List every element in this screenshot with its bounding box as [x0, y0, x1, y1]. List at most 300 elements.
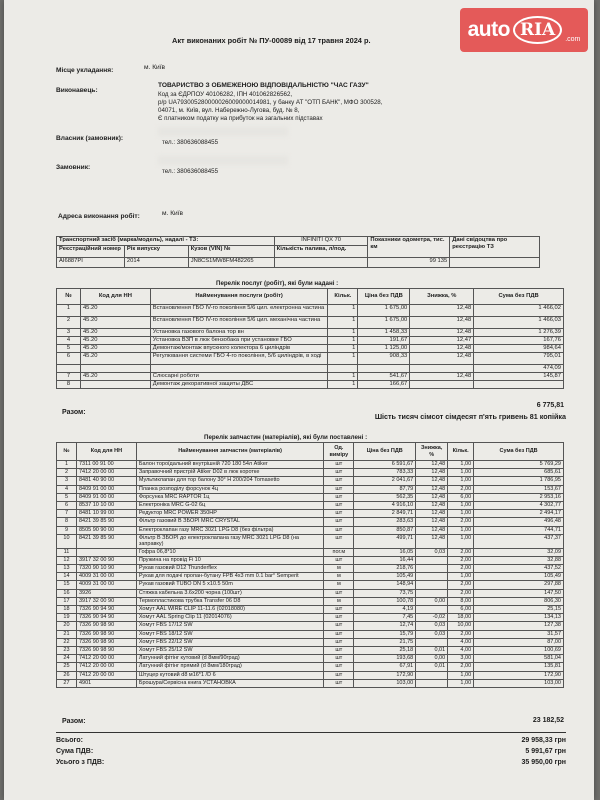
table-cell-disc: 0,03 — [416, 622, 448, 630]
table-cell-price: 1 125,00 — [358, 345, 410, 353]
table-cell-disc: 12,48 — [416, 493, 448, 501]
table-row — [57, 365, 564, 373]
table-cell-n: 5 — [57, 493, 77, 501]
table-cell-disc — [416, 573, 448, 581]
table-cell-price: 2 849,71 — [354, 510, 416, 518]
table-cell-price: 908,33 — [358, 353, 410, 365]
table-cell-n: 8 — [57, 518, 77, 526]
work-address-label: Адреса виконання робіт: — [58, 213, 140, 220]
registration-header: Дані свідоцтва про реєстрацію ТЗ — [450, 237, 540, 258]
table-cell-sum: 1 276,39 — [474, 329, 564, 337]
table-cell-price: 73,75 — [354, 589, 416, 597]
table-cell-qty: 2,00 — [448, 485, 474, 493]
table-cell-qty: 1,00 — [448, 526, 474, 534]
table-cell-sum: 2 953,16 — [474, 493, 564, 501]
table-cell-code: 4009 31 00 00 — [76, 581, 136, 589]
table-cell-sum: 437,37 — [474, 534, 564, 548]
table-cell-name: Заправочний пристрій Atiker D02 в люк коротке — [136, 469, 324, 477]
table-cell-code — [76, 548, 136, 556]
table-cell-sum: 1 786,95 — [474, 477, 564, 485]
executor-name: ТОВАРИСТВО З ОБМЕЖЕНОЮ ВІДПОВІДАЛЬНІСТЮ "ЧАС ГАЗУ" — [158, 82, 369, 89]
table-cell-qty: 1 — [328, 373, 358, 381]
table-cell-code: 7326 90 98 90 — [76, 646, 136, 654]
services-col-discount: Знижка, % — [410, 289, 474, 305]
table-cell-qty: 2,00 — [448, 589, 474, 597]
table-cell-code: 7326 90 98 90 — [76, 622, 136, 630]
summary-vat-label: Сума ПДВ: — [56, 748, 94, 755]
services-table — [56, 288, 564, 389]
table-cell-qty: 18,00 — [448, 614, 474, 622]
table-cell-name: Рукав для подачі пропан-бутану FPB 4x3 mm 0.1 bar° Semperit — [136, 573, 324, 581]
table-cell-code: 4901 — [76, 679, 136, 687]
table-cell-unit: шт — [324, 622, 354, 630]
table-cell-qty: 1,00 — [448, 534, 474, 548]
table-cell-disc: 0,00 — [416, 597, 448, 605]
table-cell-code: 45.20 — [80, 353, 150, 365]
table-row — [57, 556, 564, 564]
table-cell-n: 10 — [57, 534, 77, 548]
table-cell-disc: 12,47 — [410, 337, 474, 345]
table-cell-n: 21 — [57, 630, 77, 638]
table-cell-code: 7326 90 94 90 — [76, 614, 136, 622]
plate-header: Реєстраційний номер — [57, 246, 125, 258]
table-cell-unit: шт — [324, 518, 354, 526]
table-cell-name: Установка ВЗП в люк бензобака при установке ГБО — [150, 337, 328, 345]
summary-total-value: 29 958,33 грн — [521, 737, 566, 744]
table-cell-sum: 32,88 — [474, 556, 564, 564]
table-cell-n: 26 — [57, 671, 77, 679]
table-row — [57, 630, 564, 638]
table-cell-sum — [474, 381, 564, 389]
autoria-watermark-logo — [460, 8, 588, 52]
table-cell-unit: шт — [324, 493, 354, 501]
table-cell-name: Форсунка MRC RAPTOR 1ц — [136, 493, 324, 501]
table-cell-code: 7311 00 91 00 — [76, 461, 136, 469]
table-cell-disc: 12,48 — [410, 305, 474, 317]
summary-vat-value: 5 991,67 грн — [525, 748, 566, 755]
table-row — [57, 679, 564, 687]
table-cell-disc — [416, 556, 448, 564]
fuel-header: Кількість палива, л/под. — [274, 246, 368, 258]
table-cell-price: 67,91 — [354, 663, 416, 671]
table-cell-disc: 0,01 — [416, 646, 448, 654]
parts-col-qty: Кільк. — [448, 443, 474, 461]
parts-total-value: 23 182,52 — [532, 717, 564, 724]
table-cell-n: 27 — [57, 679, 77, 687]
odometer-value: 99 135 — [368, 258, 450, 268]
table-row — [57, 614, 564, 622]
table-cell-name: Установка газового балона тор вн — [150, 329, 328, 337]
vehicle-table — [56, 236, 540, 268]
table-cell-sum: 25,15 — [474, 606, 564, 614]
table-row — [57, 353, 564, 365]
table-cell-price: 218,76 — [354, 565, 416, 573]
table-cell-qty: 1,00 — [448, 461, 474, 469]
table-row — [57, 581, 564, 589]
table-cell-disc: 12,48 — [410, 373, 474, 381]
services-caption: Перелік послуг (робіт), які були надані : — [216, 280, 339, 287]
table-cell-unit: шт — [324, 510, 354, 518]
table-cell-n: 19 — [57, 614, 77, 622]
table-row — [57, 461, 564, 469]
table-cell-sum: 32,09 — [474, 548, 564, 556]
table-cell-qty: 1 — [328, 381, 358, 389]
table-cell-n: 4 — [57, 337, 81, 345]
table-cell-code: 3917 32 00 90 — [76, 556, 136, 564]
table-cell-unit: шт — [324, 630, 354, 638]
table-cell-name: Регулювання системи ГБО 4-го покоління, 5/6 циліндрів, в ході — [150, 353, 328, 365]
table-cell-unit: м — [324, 573, 354, 581]
table-row — [57, 534, 564, 548]
table-cell-name: Мультиклапан для тор балону 30° Н 200/204 Tomasetto — [136, 477, 324, 485]
table-cell-code: 8421 39 85 90 — [76, 534, 136, 548]
work-address-value: м. Київ — [162, 210, 184, 217]
table-cell-qty: 2,00 — [448, 630, 474, 638]
table-cell-qty: 1 — [328, 329, 358, 337]
table-cell-unit: шт — [324, 485, 354, 493]
table-cell-n: 6 — [57, 501, 77, 509]
table-cell-price: 193,68 — [354, 655, 416, 663]
table-cell-name: Хомут FBS 25/12 SW — [136, 646, 324, 654]
table-cell-price: 103,00 — [354, 679, 416, 687]
vehicle-model: INFINITI QX 70 — [274, 237, 368, 246]
table-cell-code: 3917 32 00 90 — [76, 597, 136, 605]
table-cell-unit: шт — [324, 469, 354, 477]
table-cell-unit: шт — [324, 461, 354, 469]
table-cell-disc: 12,48 — [416, 518, 448, 526]
table-cell-qty — [328, 365, 358, 373]
services-total-words: Шість тисяч сімсот сімдесят п'ять гривень 81 копійка — [374, 412, 566, 421]
table-cell-disc: 12,48 — [416, 461, 448, 469]
table-cell-qty: 1,00 — [448, 469, 474, 477]
summary-row-vat — [56, 748, 566, 759]
table-cell-price: 166,67 — [358, 381, 410, 389]
table-row — [57, 671, 564, 679]
table-cell-price: 16,44 — [354, 556, 416, 564]
table-cell-name: Гофра 06,8*10 — [136, 548, 324, 556]
table-cell-name: Термопластикова трубка Transfer 06 D8 — [136, 597, 324, 605]
table-cell-unit: шт — [324, 679, 354, 687]
summary-divider — [56, 732, 566, 733]
table-cell-price: 1 458,33 — [358, 329, 410, 337]
table-row — [57, 606, 564, 614]
table-row — [57, 493, 564, 501]
registration-value — [450, 258, 540, 268]
table-cell-price: 1 675,00 — [358, 305, 410, 317]
owner-phone: тел.: 380636088455 — [162, 139, 219, 146]
table-cell-disc: 12,48 — [416, 501, 448, 509]
table-cell-name: Хомут FBS 17/12 SW — [136, 622, 324, 630]
table-cell-code: 45.20 — [80, 337, 150, 345]
summary-total-with-vat-label: Усього з ПДВ: — [56, 759, 105, 766]
table-cell-code: 7326 90 98 90 — [76, 630, 136, 638]
table-cell-n: 22 — [57, 638, 77, 646]
table-cell-n: 4 — [57, 485, 77, 493]
table-cell-unit: шт — [324, 638, 354, 646]
table-cell-sum: 581,04 — [474, 655, 564, 663]
table-cell-disc: 12,48 — [410, 353, 474, 365]
table-cell-n: 25 — [57, 663, 77, 671]
summary-row-total-with-vat — [56, 759, 566, 770]
table-cell-n: 7 — [57, 510, 77, 518]
table-cell-unit: шт — [324, 501, 354, 509]
table-cell-disc: 12,48 — [410, 317, 474, 329]
table-cell-qty: 2,00 — [448, 663, 474, 671]
table-cell-qty: 2,00 — [448, 581, 474, 589]
table-cell-name: Латунний фітінг прямий (d 8мм/180град) — [136, 663, 324, 671]
table-cell-disc: 12,48 — [410, 329, 474, 337]
table-cell-price: 25,18 — [354, 646, 416, 654]
table-cell-unit: шт — [324, 614, 354, 622]
table-cell-name: Фільтр В ЗБОРІ до електроклапана газу MRC 3021 LPG D8 (на заправку) — [136, 534, 324, 548]
table-cell-name: Латунний фітінг кутовий (d 8мм/90град) — [136, 655, 324, 663]
table-row — [57, 565, 564, 573]
table-cell-unit: пог.м — [324, 548, 354, 556]
table-row — [57, 373, 564, 381]
table-cell-price: 100,78 — [354, 597, 416, 605]
parts-body — [57, 461, 564, 688]
table-cell-code: 7326 90 94 90 — [76, 606, 136, 614]
table-cell-n — [57, 365, 81, 373]
document-page — [4, 0, 594, 800]
document-title: Акт виконаних робіт № ПУ-00089 від 17 травня 2024 р. — [172, 36, 371, 45]
table-cell-n: 17 — [57, 597, 77, 605]
table-row — [57, 518, 564, 526]
table-cell-n: 24 — [57, 655, 77, 663]
table-row — [57, 469, 564, 477]
services-col-qty: Кільк. — [328, 289, 358, 305]
table-cell-disc — [410, 365, 474, 373]
table-cell-n: 3 — [57, 477, 77, 485]
executor-detail-line: Є платником податку на прибуток на загальних підставах — [158, 115, 323, 123]
parts-col-discount: Знижка, % — [416, 443, 448, 461]
table-cell-sum: 87,00 — [474, 638, 564, 646]
customer-label: Замовник: — [56, 164, 91, 171]
table-cell-disc: 12,48 — [416, 534, 448, 548]
table-cell-sum: 4 302,77 — [474, 501, 564, 509]
table-cell-sum: 1 466,03 — [474, 317, 564, 329]
table-row — [57, 485, 564, 493]
table-cell-unit: м — [324, 565, 354, 573]
table-cell-name: Штуцер кутовий d8 м16*1 /D 6 — [136, 671, 324, 679]
table-cell-qty: 4,00 — [448, 638, 474, 646]
table-cell-price: 783,33 — [354, 469, 416, 477]
parts-total-label: Разом: — [62, 718, 86, 725]
table-cell-n: 20 — [57, 622, 77, 630]
table-cell-code: 8505 90 90 00 — [76, 526, 136, 534]
table-cell-code: 7320 90 10 90 — [76, 565, 136, 573]
table-cell-price: 283,63 — [354, 518, 416, 526]
vin-value: JN8CS1MW8FM482265 — [188, 258, 274, 268]
table-row — [57, 477, 564, 485]
table-row — [57, 329, 564, 337]
table-cell-sum: 496,48 — [474, 518, 564, 526]
summary-total-label: Всього: — [56, 737, 83, 744]
table-cell-unit: шт — [324, 589, 354, 597]
vehicle-header: Транспортний засіб (марка/модель), надалі - ТЗ: — [57, 237, 275, 246]
table-cell-sum: 145,87 — [474, 373, 564, 381]
table-row — [57, 589, 564, 597]
table-cell-disc: 12,48 — [416, 485, 448, 493]
table-row — [57, 597, 564, 605]
watermark-ria-text: RIA — [513, 16, 562, 44]
table-cell-n: 2 — [57, 469, 77, 477]
place-label: Місце укладання: — [56, 67, 114, 74]
table-cell-sum: 1 466,02 — [474, 305, 564, 317]
table-cell-price: 12,74 — [354, 622, 416, 630]
table-cell-disc: 12,48 — [416, 477, 448, 485]
table-cell-qty: 10,00 — [448, 622, 474, 630]
services-col-number: № — [57, 289, 81, 305]
table-cell-n: 6 — [57, 353, 81, 365]
table-cell-sum: 474,09 — [474, 365, 564, 373]
table-cell-price: 4 916,10 — [354, 501, 416, 509]
table-cell-disc — [416, 589, 448, 597]
table-row — [57, 622, 564, 630]
table-cell-n: 12 — [57, 556, 77, 564]
place-value: м. Київ — [144, 64, 166, 71]
executor-detail-line: 04071, м. Київ, вул. Набережно-Лугова, буд. № 8, — [158, 107, 300, 115]
table-cell-n: 14 — [57, 573, 77, 581]
table-cell-qty: 1 — [328, 345, 358, 353]
table-cell-n: 5 — [57, 345, 81, 353]
table-cell-sum: 105,49 — [474, 573, 564, 581]
table-cell-qty: 1 — [328, 305, 358, 317]
table-cell-name: Демонтаж/монтаж впускного колектора 6 циліндрів — [150, 345, 328, 353]
table-cell-n: 9 — [57, 526, 77, 534]
year-value: 2014 — [124, 258, 188, 268]
services-total-label: Разом: — [62, 409, 86, 416]
table-cell-price: 148,94 — [354, 581, 416, 589]
table-cell-unit: шт — [324, 646, 354, 654]
table-cell-sum: 135,81 — [474, 663, 564, 671]
table-row — [57, 317, 564, 329]
table-cell-name: Рукав газовий TUBO DN 5 x10.5 50m — [136, 581, 324, 589]
summary-block — [56, 737, 566, 770]
table-cell-name: Електроклапан газу MRC 3021 LPG D8 (без фільтра) — [136, 526, 324, 534]
table-cell-disc: -0,02 — [416, 614, 448, 622]
table-cell-code: 7412 20 00 00 — [76, 469, 136, 477]
table-cell-sum: 5 769,29 — [474, 461, 564, 469]
table-row — [57, 573, 564, 581]
table-cell-disc — [416, 606, 448, 614]
table-cell-qty: 1,00 — [448, 671, 474, 679]
table-cell-disc: 0,03 — [416, 548, 448, 556]
table-cell-qty: 2,00 — [448, 556, 474, 564]
table-cell-price: 499,71 — [354, 534, 416, 548]
customer-phone: тел.: 380636088455 — [162, 168, 219, 175]
table-cell-name: Балон тороїдальний внутрішній 720 180 54л Atiker — [136, 461, 324, 469]
table-cell-code: 45.20 — [80, 305, 150, 317]
services-col-code: Код для НН — [80, 289, 150, 305]
table-cell-sum: 147,50 — [474, 589, 564, 597]
table-cell-price: 172,90 — [354, 671, 416, 679]
vin-header: Кузов (VIN) № — [188, 246, 274, 258]
table-cell-name: Електроніка MRC G-02 6ц — [136, 501, 324, 509]
table-cell-qty: 6,00 — [448, 493, 474, 501]
table-cell-code: 3926 — [76, 589, 136, 597]
table-cell-name: Пружина на провід Fi 10 — [136, 556, 324, 564]
table-cell-code: 7412 20 00 00 — [76, 655, 136, 663]
table-cell-sum: 172,90 — [474, 671, 564, 679]
table-row — [57, 638, 564, 646]
table-cell-n: 2 — [57, 317, 81, 329]
table-cell-n: 8 — [57, 381, 81, 389]
table-cell-price: 191,67 — [358, 337, 410, 345]
table-cell-code: 7326 90 98 90 — [76, 638, 136, 646]
table-cell-name: Хомут FBS 18/12 SW — [136, 630, 324, 638]
table-cell-qty: 1 — [328, 337, 358, 345]
table-cell-code: 7412 20 00 00 — [76, 663, 136, 671]
table-cell-n: 18 — [57, 606, 77, 614]
table-cell-disc: 12,48 — [410, 345, 474, 353]
table-cell-disc: 12,48 — [416, 510, 448, 518]
table-cell-sum: 127,38 — [474, 622, 564, 630]
table-row — [57, 663, 564, 671]
table-cell-qty: 2,00 — [448, 565, 474, 573]
table-cell-sum: 153,67 — [474, 485, 564, 493]
table-cell-code: 8409 91 00 00 — [76, 485, 136, 493]
table-cell-unit: шт — [324, 671, 354, 679]
table-row — [57, 646, 564, 654]
table-cell-qty: 2,00 — [448, 548, 474, 556]
table-cell-name: Встановлення ГБО IV-го покоління 5/6 цил. електронна частина — [150, 305, 328, 317]
table-cell-unit: шт — [324, 556, 354, 564]
fuel-value — [274, 258, 368, 268]
table-cell-sum: 685,61 — [474, 469, 564, 477]
table-row — [57, 526, 564, 534]
table-cell-name: Встановлення ГБО IV-го покоління 5/6 цил. механічна частина — [150, 317, 328, 329]
table-cell-sum: 297,88 — [474, 581, 564, 589]
table-cell-name: Хомут FBS 22/12 SW — [136, 638, 324, 646]
table-cell-price: 850,87 — [354, 526, 416, 534]
table-row — [57, 510, 564, 518]
watermark-com-text: .com — [565, 35, 581, 43]
table-cell-code: 7412 20 00 00 — [76, 671, 136, 679]
summary-row-total — [56, 737, 566, 748]
table-cell-name: Хомут AAL WIRE CLIP 11-11.6 (02018080) — [136, 606, 324, 614]
table-cell-n: 7 — [57, 373, 81, 381]
table-cell-qty: 2,00 — [448, 518, 474, 526]
services-col-sum: Сума без ПДВ — [474, 289, 564, 305]
table-cell-code: 4009 31 00 00 — [76, 573, 136, 581]
table-cell-disc: 12,48 — [416, 469, 448, 477]
owner-label: Власник (замовник): — [56, 135, 124, 142]
table-cell-qty: 1 — [328, 353, 358, 365]
executor-label: Виконавець: — [56, 87, 98, 94]
table-row — [57, 655, 564, 663]
table-cell-n: 13 — [57, 565, 77, 573]
table-cell-n: 1 — [57, 305, 81, 317]
table-cell-disc — [416, 638, 448, 646]
table-cell-disc — [416, 671, 448, 679]
services-col-name: Найменування послуги (робіт) — [150, 289, 328, 305]
table-cell-disc: 0,00 — [416, 655, 448, 663]
table-cell-name: Рукав газовий D12 Thunderflex — [136, 565, 324, 573]
table-row — [57, 345, 564, 353]
table-cell-name — [150, 365, 328, 373]
table-cell-name: Слюсарні роботи — [150, 373, 328, 381]
table-cell-code: 45.20 — [80, 345, 150, 353]
parts-col-price: Ціна без ПДВ — [354, 443, 416, 461]
table-cell-n: 16 — [57, 589, 77, 597]
table-cell-name: Демонтаж декоративної защиты ДВС — [150, 381, 328, 389]
table-cell-code — [80, 365, 150, 373]
table-cell-qty: 1,00 — [448, 510, 474, 518]
table-cell-qty: 1,00 — [448, 477, 474, 485]
table-cell-sum: 984,64 — [474, 345, 564, 353]
year-header: Рік випуску — [124, 246, 188, 258]
